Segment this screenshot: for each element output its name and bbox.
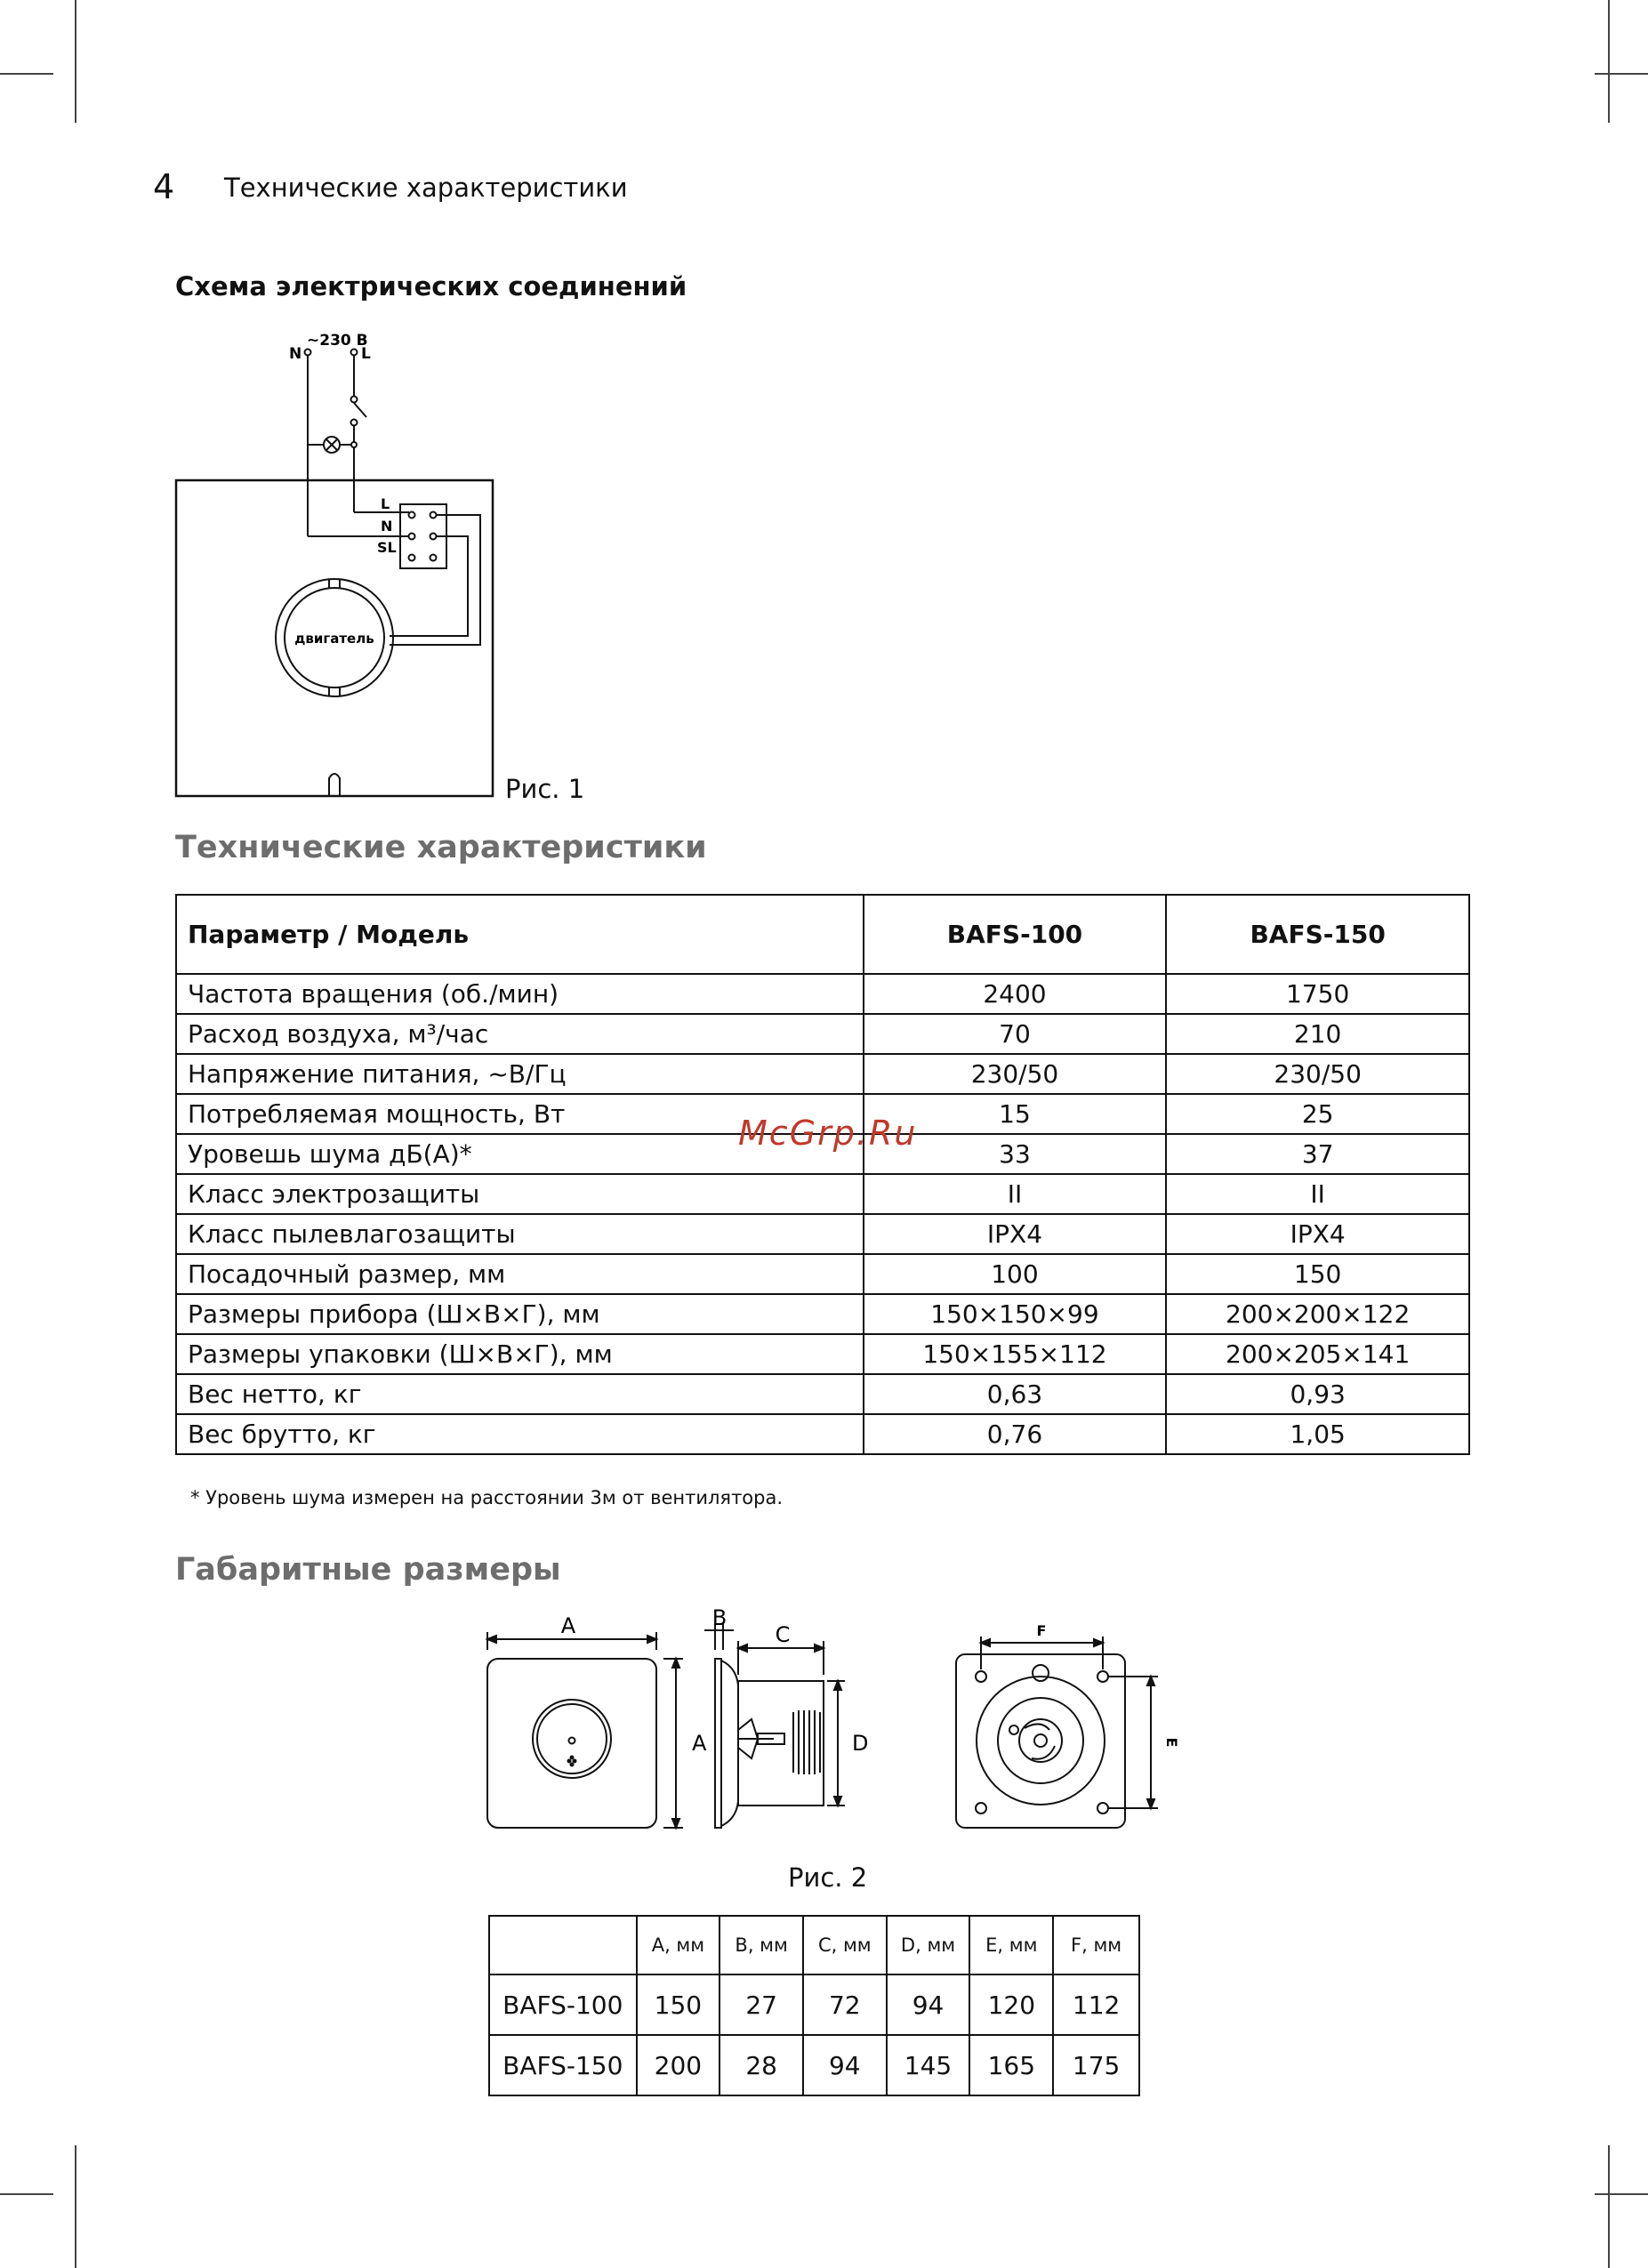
value-cell: 145 [887, 2035, 970, 2095]
table-row [176, 1294, 1469, 1334]
param-cell: Вес нетто, кг [176, 1374, 864, 1414]
supply-label: ~230 В [307, 332, 368, 350]
header-cell: E, мм [969, 1916, 1053, 1974]
value-cell: 94 [887, 1974, 970, 2035]
page-number: 4 [153, 167, 175, 206]
figure-2-caption: Рис. 2 [788, 1862, 868, 1893]
value-cell: 2400 [864, 974, 1167, 1014]
dim-c-label: C [775, 1622, 791, 1647]
param-cell: Частота вращения (об./мин) [176, 974, 864, 1014]
table-header-row [176, 895, 1469, 974]
table-row [176, 1054, 1469, 1094]
header-cell: A, мм [637, 1916, 720, 1974]
crop-mark [1595, 73, 1648, 75]
crop-mark [0, 73, 53, 75]
running-title: Технические характеристики [224, 173, 628, 203]
table-row [176, 1214, 1469, 1254]
wiring-title: Схема электрических соединений [175, 271, 687, 302]
value-cell: IPX4 [1166, 1214, 1469, 1254]
dim-a-top-label: A [560, 1613, 576, 1638]
terminal-sl-label: SL [377, 539, 397, 556]
value-cell: 150 [637, 1974, 720, 2035]
value-cell: 1750 [1166, 974, 1469, 1014]
crop-mark [0, 2193, 53, 2195]
value-cell: 150×155×112 [864, 1334, 1167, 1374]
table-row [176, 1254, 1469, 1294]
value-cell: 210 [1166, 1014, 1469, 1054]
param-cell: Расход воздуха, м³/час [176, 1014, 864, 1054]
header-cell: BAFS-150 [1166, 895, 1469, 974]
l-label: L [361, 345, 371, 363]
header-cell: Параметр / Модель [176, 895, 864, 974]
dim-e-label: E [1163, 1737, 1180, 1748]
crop-mark [1608, 2145, 1610, 2268]
value-cell: 112 [1053, 1974, 1139, 2035]
header-cell [489, 1916, 637, 1974]
table-row [489, 2035, 1139, 2095]
value-cell: 33 [864, 1134, 1167, 1174]
value-cell: 72 [803, 1974, 887, 2035]
param-cell: Размеры упаковки (Ш×В×Г), мм [176, 1334, 864, 1374]
header-cell: F, мм [1053, 1916, 1139, 1974]
value-cell: 100 [864, 1254, 1167, 1294]
header-cell: B, мм [719, 1916, 803, 1974]
specs-title: Технические характеристики [175, 830, 707, 865]
terminal-l-label: L [381, 495, 390, 512]
table-header-row [489, 1916, 1139, 1974]
param-cell: Класс пылевлагозащиты [176, 1214, 864, 1254]
crop-mark [75, 0, 76, 123]
value-cell: 0,63 [864, 1374, 1167, 1414]
header-cell: C, мм [803, 1916, 887, 1974]
n-label: N [289, 345, 302, 363]
param-cell: Посадочный размер, мм [176, 1254, 864, 1294]
value-cell: 28 [719, 2035, 803, 2095]
value-cell: 150 [1166, 1254, 1469, 1294]
value-cell: IPX4 [864, 1214, 1167, 1254]
value-cell: 200×205×141 [1166, 1334, 1469, 1374]
watermark: McGrp.Ru [738, 1114, 918, 1153]
value-cell: II [864, 1174, 1167, 1214]
dimensions-title: Габаритные размеры [175, 1552, 561, 1588]
header-cell: BAFS-100 [864, 895, 1167, 974]
value-cell: II [1166, 1174, 1469, 1214]
model-cell: BAFS-150 [489, 2035, 637, 2095]
param-cell: Напряжение питания, ~В/Гц [176, 1054, 864, 1094]
value-cell: 0,93 [1166, 1374, 1469, 1414]
value-cell: 0,76 [864, 1414, 1167, 1454]
value-cell: 175 [1053, 2035, 1139, 2095]
dim-b-label: B [711, 1605, 728, 1630]
table-row [176, 974, 1469, 1014]
figure-1-caption: Рис. 1 [505, 774, 585, 804]
table-row [489, 1974, 1139, 2035]
dimensions-table [488, 1915, 1140, 2096]
value-cell: 94 [803, 2035, 887, 2095]
crop-mark [1595, 2193, 1648, 2195]
value-cell: 200×200×122 [1166, 1294, 1469, 1334]
table-row [176, 1014, 1469, 1054]
crop-mark [75, 2145, 76, 2268]
noise-footnote: * Уровень шума измерен на расстоянии 3м от вентилятора. [190, 1487, 784, 1508]
value-cell: 120 [969, 1974, 1053, 2035]
switch-icon [354, 403, 366, 417]
table-row [176, 1414, 1469, 1454]
value-cell: 37 [1166, 1134, 1469, 1174]
param-cell: Потребляемая мощность, Вт [176, 1094, 864, 1134]
value-cell: 15 [864, 1094, 1167, 1134]
terminal-n-label: N [381, 518, 393, 535]
model-cell: BAFS-100 [489, 1974, 637, 2035]
value-cell: 27 [719, 1974, 803, 2035]
param-cell: Класс электрозащиты [176, 1174, 864, 1214]
dimensions-drawing [471, 1605, 1183, 1846]
value-cell: 70 [864, 1014, 1167, 1054]
table-row [176, 1374, 1469, 1414]
value-cell: 1,05 [1166, 1414, 1469, 1454]
param-cell: Размеры прибора (Ш×В×Г), мм [176, 1294, 864, 1334]
crop-mark [1608, 0, 1610, 123]
value-cell: 165 [969, 2035, 1053, 2095]
dim-f-label: F [1036, 1622, 1047, 1639]
motor-label: двигатель [294, 631, 374, 647]
table-row [176, 1174, 1469, 1214]
dim-a-side-label: A [692, 1731, 707, 1756]
value-cell: 230/50 [864, 1054, 1167, 1094]
value-cell: 25 [1166, 1094, 1469, 1134]
param-cell: Уровешь шума дБ(А)* [176, 1134, 864, 1174]
table-row [176, 1334, 1469, 1374]
value-cell: 200 [637, 2035, 720, 2095]
param-cell: Вес брутто, кг [176, 1414, 864, 1454]
wiring-diagram [160, 325, 596, 805]
dim-d-label: D [852, 1731, 869, 1756]
specs-table [175, 894, 1470, 1455]
header-cell: D, мм [887, 1916, 970, 1974]
value-cell: 150×150×99 [864, 1294, 1167, 1334]
value-cell: 230/50 [1166, 1054, 1469, 1094]
